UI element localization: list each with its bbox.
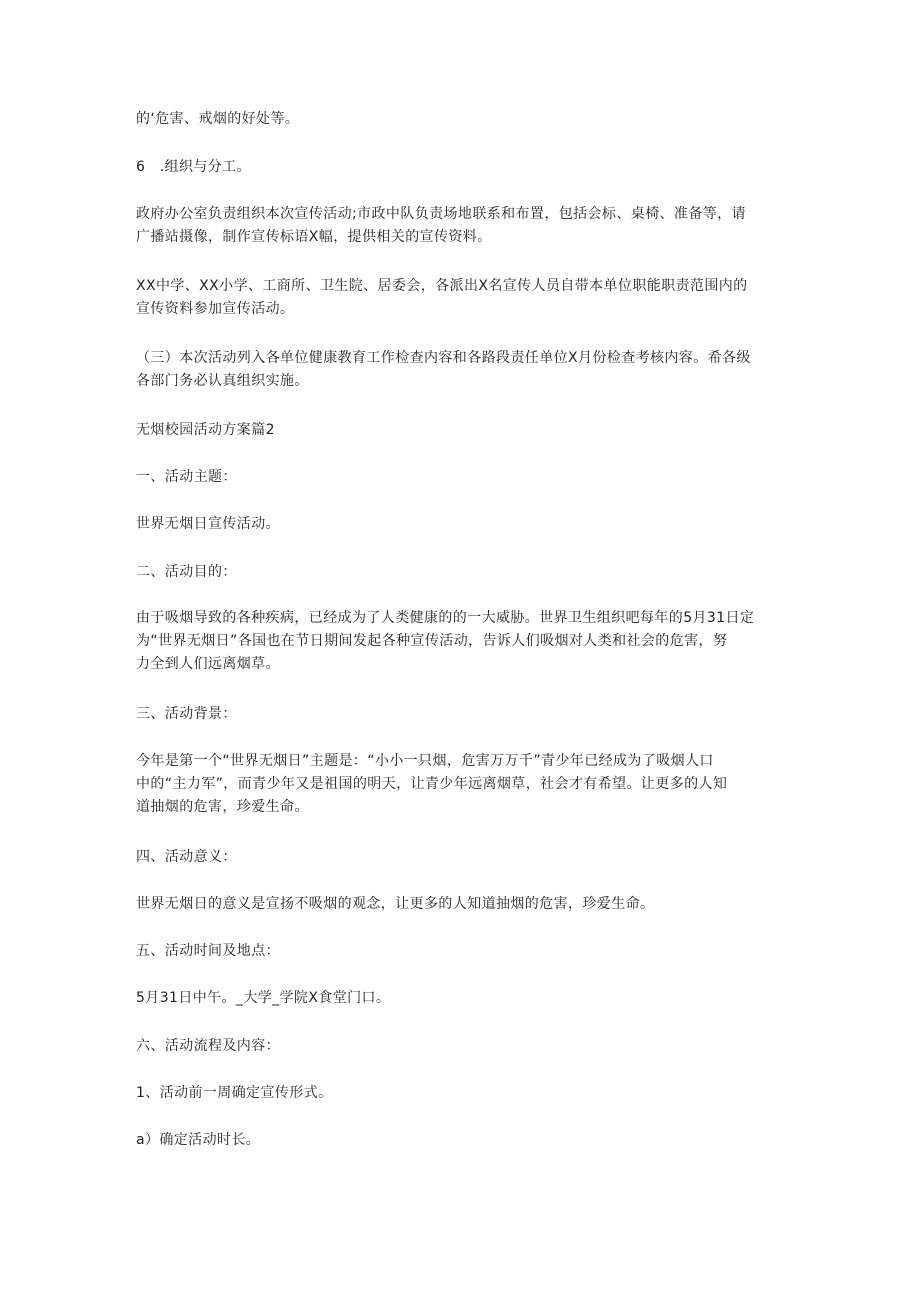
text-line: 三、活动背景： — [136, 706, 237, 722]
text-line: XX中学、XX小学、工商所、卫生院、居委会，各派出X名宣传人员自带本单位职能职责范围内的 — [136, 278, 748, 294]
paragraph — [136, 561, 786, 584]
text-line: 各部门务必认真组织实施。 — [136, 373, 309, 389]
text-line: 世界无烟日宣传活动。 — [136, 516, 280, 532]
paragraph — [136, 750, 786, 819]
paragraph — [136, 513, 786, 536]
paragraph — [136, 466, 786, 489]
text-line: 广播站摄像，制作宣传标语X幅，提供相关的宣传资料。 — [136, 229, 492, 245]
text-line: 由于吸烟导致的各种疾病，已经成为了人类健康的的一大威胁。世界卫生组织吧每年的5月31日定 — [136, 610, 755, 626]
text-line: 六、活动流程及内容： — [136, 1038, 280, 1054]
text-line: 6 .组织与分工。 — [136, 159, 251, 175]
text-line: 宣传资料参加宣传活动。 — [136, 301, 295, 317]
text-line: 二、活动目的： — [136, 564, 237, 580]
text-line: 世界无烟日的意义是宣扬不吸烟的观念，让更多的人知道抽烟的危害，珍爱生命。 — [136, 896, 655, 912]
paragraph — [136, 347, 786, 393]
paragraph — [136, 1082, 786, 1105]
text-line: 道抽烟的危害，珍爱生命。 — [136, 799, 309, 815]
paragraph — [136, 607, 786, 676]
paragraph — [136, 203, 786, 249]
paragraph — [136, 275, 786, 321]
paragraph — [136, 1035, 786, 1058]
text-line: a）确定活动时长。 — [136, 1132, 261, 1148]
text-line: 5月31日中午。_大学_学院X食堂门口。 — [136, 990, 391, 1006]
text-line: 政府办公室负责组织本次宣传活动;市政中队负责场地联系和布置，包括会标、桌椅、准备等，请 — [136, 206, 746, 222]
text-line: 四、活动意义： — [136, 849, 237, 865]
text-line: 为“世界无烟日”各国也在节日期间发起各种宣传活动，告诉人们吸烟对人类和社会的危害，努 — [136, 633, 728, 649]
paragraph — [136, 940, 786, 963]
paragraph — [136, 108, 786, 131]
text-line: 今年是第一个“世界无烟日”主题是：“小小一只烟，危害万万千”青少年已经成为了吸烟人口 — [136, 753, 714, 769]
text-line: 一、活动主题： — [136, 469, 237, 485]
text-line: 中的“主力军”，而青少年又是祖国的明天，让青少年远离烟草，社会才有希望。让更多的人知 — [136, 776, 728, 792]
paragraph — [136, 1129, 786, 1152]
paragraph — [136, 156, 786, 179]
text-line: 无烟校园活动方案篇2 — [136, 422, 275, 438]
text-line: 五、活动时间及地点： — [136, 943, 280, 959]
paragraph — [136, 893, 786, 916]
text-line: （三）本次活动列入各单位健康教育工作检查内容和各路段责任单位X月份检查考核内容。希各级 — [136, 350, 751, 366]
paragraph — [136, 987, 786, 1010]
text-line: 力全到人们远离烟草。 — [136, 656, 280, 672]
text-line: 1、活动前一周确定宣传形式。 — [136, 1085, 333, 1101]
paragraph — [136, 846, 786, 869]
paragraph — [136, 703, 786, 726]
text-line: 的‘危害、戒烟的好处等。 — [136, 111, 300, 127]
section-heading — [136, 419, 786, 442]
